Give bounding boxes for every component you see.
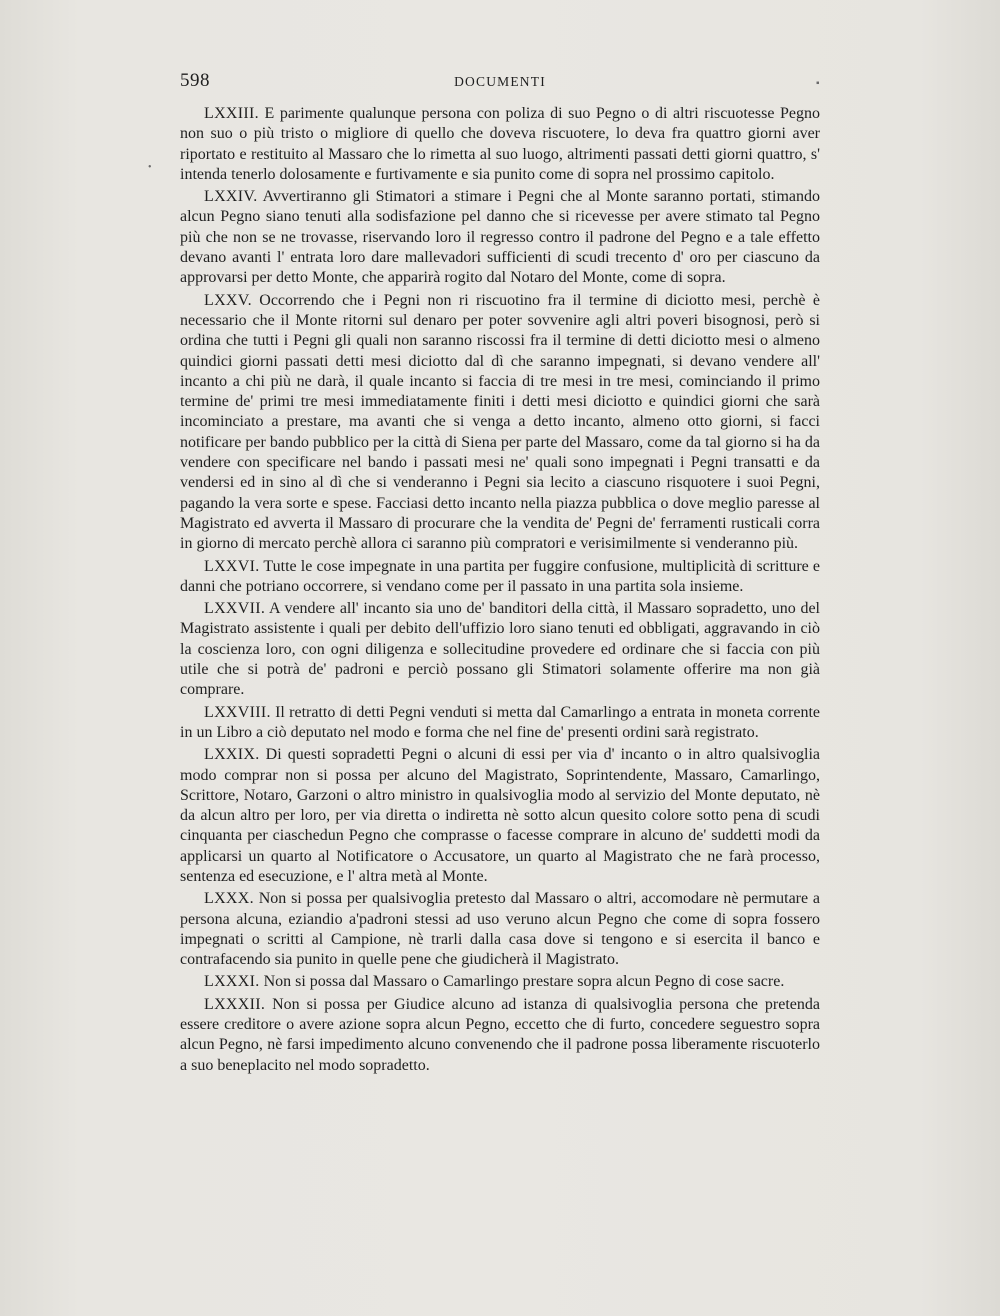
article-number: LXXIX. xyxy=(204,746,260,764)
article-text: Di questi sopradetti Pegni o alcuni di essi per via d' incanto o in altro qualsivoglia modo comprar non si possa per alcuno del Magistrato, Soprintendente, Massaro, Camarlingo, Scrittore, Notaro, Garzoni o altro ministro in qualsivoglia modo al servizio del Monte deputato, nè da alcun altro per loro, per via diretta o indiretta nè sotto alcun quesito colore sotto pena di scudi cinquanta per ciaschedun Pegno che comprasse o facesse comprare in alcuno de' suddetti modi da applicarsi un quarto al Notificatore o Accusatore, un quarto al Magistrato che ne farà processo, sentenza ed esecuzione, e l' altra metà al Monte. xyxy=(180,746,820,885)
body-text xyxy=(180,104,820,1078)
article-text: Avvertiranno gli Stimatori a stimare i Pegni che al Monte saranno portati, stimando alcun Pegno siano tenuti alla sodisfazione pel danno che si ricevesse per avere stimato tal Pegno più che non se ne trovasse, riservando loro il regresso contro il padrone del Pegno e a tale effetto devano avanti l' entrata loro dare mallevadori sufficienti di scudi trecento d' oro per ciascuno da approvarsi per detto Monte, che apparirà rogito dal Notaro del Monte, come di sopra. xyxy=(180,188,820,287)
paragraph-lxxx xyxy=(180,889,820,970)
paragraph-lxxvii xyxy=(180,599,820,700)
article-text: Non si possa dal Massaro o Camarlingo prestare sopra alcun Pegno di cose sacre. xyxy=(259,973,785,991)
article-number: LXXIV. xyxy=(204,188,258,206)
article-number: LXXV. xyxy=(204,291,252,309)
article-text: Il retratto di detti Pegni venduti si metta dal Camarlingo a entrata in moneta corrente in un Libro a ciò deputato nel modo e forma che nel fine de' presenti ordini sarà registrato. xyxy=(180,703,820,741)
paragraph-lxxiv xyxy=(180,187,820,288)
paragraph-lxxxi xyxy=(180,972,820,992)
article-text: Non si possa per qualsivoglia pretesto dal Massaro o altri, accomodare nè permutare a persona alcuna, eziandio a'padroni stessi ad uso veruno alcun Pegno che come di sopra fossero impegnati o scritti al Campione, nè trarli dalla casa dove si tengono e si esercita il banco e contrafacendo sia punito in quelle pene che giudicherà il Magistrato. xyxy=(180,890,820,969)
paragraph-lxxiii xyxy=(180,104,820,185)
article-text: E parimente qualunque persona con poliza di suo Pegno o di altri riscuotesse Pegno non suo o più tristo o migliore di quello che doveva riscuotere, lo deva fra quattro giorni aver riportato e restituito al Massaro che lo rimetta al suo luogo, altrimenti passati detti giorni quattro, s' intenda tenerlo dolosamente e furtivamente e sia punito come di sopra nel prossimo capitolo. xyxy=(180,105,820,183)
article-number: LXXVII. xyxy=(204,600,266,618)
article-number: LXXXI. xyxy=(204,973,260,991)
paragraph-lxxxii xyxy=(180,995,820,1076)
article-number: LXXVIII. xyxy=(204,703,271,721)
article-number: LXXVI. xyxy=(204,557,260,575)
paragraph-lxxvi xyxy=(180,557,820,598)
paragraph-lxxv xyxy=(180,291,820,555)
page-number: 598 xyxy=(180,70,210,91)
article-number: LXXX. xyxy=(204,890,254,908)
article-number: LXXIII. xyxy=(204,105,259,122)
article-text: Non si possa per Giudice alcuno ad istanza di qualsivoglia persona che pretenda essere creditore o avere azione sopra alcun Pegno, eccetto che di furto, concedere seguestro sopra alcun Pegno, nè farsi impedimento alcuno convenendo che il padrone possa liberamente riscuoterlo a suo beneplacito nel modo sopradetto. xyxy=(180,995,820,1074)
article-text: A vendere all' incanto sia uno de' banditori della città, il Massaro sopradetto, uno del Magistrato assistente i quali per debito dell'uffizio loro siano tenuti ed obbligati, aggravando in ciò la coscienza loro, con ogni diligenza e sollecitudine provedere ed ordinare che si faccia con più utile che si potrà de' padroni e perciò possano gli Stimatori solamente offerire ma non già comprare. xyxy=(180,600,820,699)
article-text: Tutte le cose impegnate in una partita per fuggire confusione, multiplicità di scritture e danni che potriano occorrere, si vendano come per il passato in una partita sola insieme. xyxy=(180,557,820,595)
article-number: LXXXII. xyxy=(204,995,266,1013)
stray-mark: ▪ xyxy=(816,78,820,89)
stray-mark: • xyxy=(148,162,152,173)
article-text: Occorrendo che i Pegni non ri riscuotino fra il termine di diciotto mesi, perchè è necessario che il Monte ritorni sul denaro per poter sovvenire agli altri poveri bisognosi, però si ordina che tutti i Pegni gli quali non saranno riscossi fra il termine di detti diciotto mesi o almeno quindici giorni passati detti mesi diciotto dal dì che saranno impegnati, si devano vendere all' incanto a chi più ne darà, il quale incanto si faccia di tre mesi in tre mesi, cominciando il primo termine de' primi tre mesi immediatamente finiti i detti mesi diciotto e quindici giorni che sarà incominciato a prestare, ma avanti che si venga a detto incanto, almeno otto giorni, si facci notificare per bando pubblico per la città di Siena per parte del Massaro, come da tal giorno si ha da vendere con specificare nel bando i passati mesi ne' quali sono impegnati i Pegni transatti e da vendersi ed in sino al dì che si venderanno i Pegni sia lecito a ciascuno risquotere i suoi Pegni, pagando la vera sorte e spese. Facciasi detto incanto nella piazza pubblica o dove meglio paresse al Magistrato ed avverta il Massaro di procurare che la vendita de' Pegni de' ferramenti rusticali corra in giorno di mercato perchè allora ci saranno più compratori e verisimilmente si venderanno più. xyxy=(180,291,820,553)
running-head: DOCUMENTI xyxy=(454,74,546,89)
paragraph-lxxviii xyxy=(180,703,820,744)
page-header xyxy=(180,70,820,94)
paragraph-lxxix xyxy=(180,745,820,887)
